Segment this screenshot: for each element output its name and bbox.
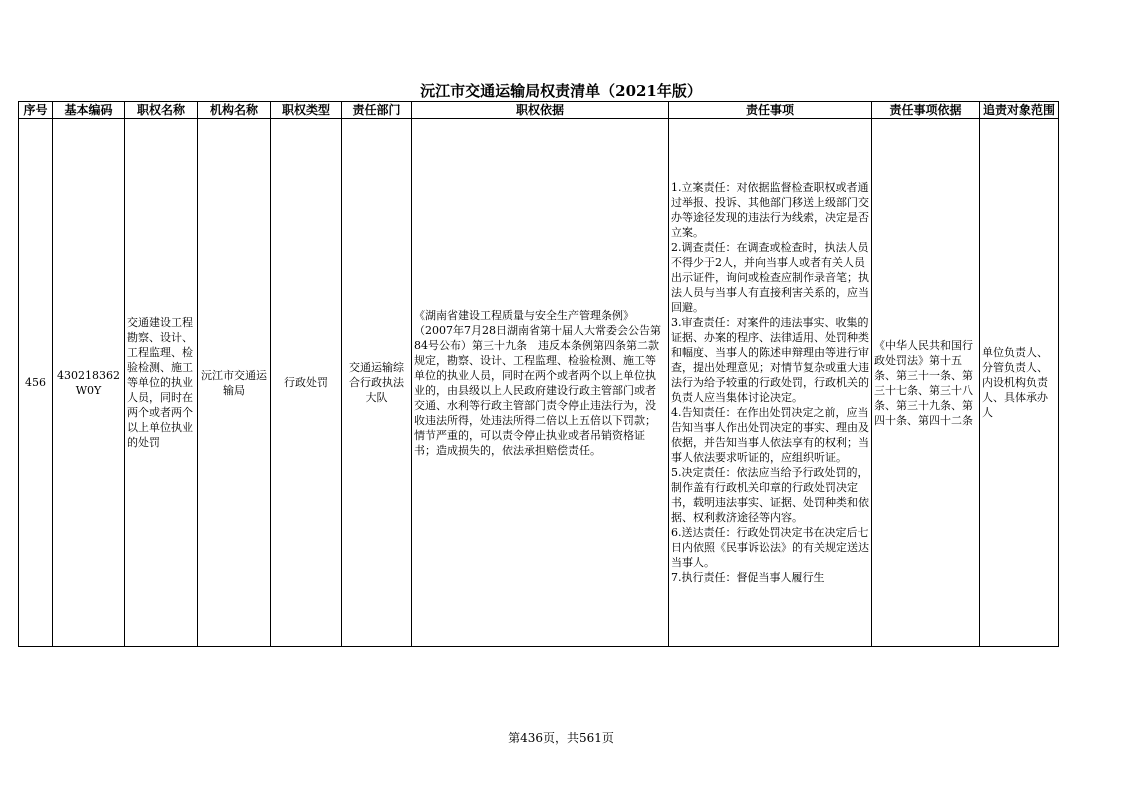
responsibility-item: 6.送达责任：行政处罚决定书在决定后七日内依照《民事诉讼法》的有关规定送达当事人。	[671, 526, 869, 569]
header-power-name: 职权名称	[125, 102, 198, 119]
responsibility-item: 5.决定责任：依法应当给予行政处罚的，制作盖有行政机关印章的行政处罚决定书，载明违法事实、证据、处罚种类和依据、权利救济途径等内容。	[671, 466, 869, 524]
header-agency: 机构名称	[198, 102, 271, 119]
header-department: 责任部门	[342, 102, 412, 119]
cell-resp-basis: 《中华人民共和国行政处罚法》第十五条、第三十一条、第三十七条、第三十八条、第三十九条、第四十条、第四十二条	[872, 119, 980, 647]
header-seq: 序号	[19, 102, 53, 119]
page-number: 第436页，共561页	[508, 731, 614, 745]
cell-accountability: 单位负责人、分管负责人、内设机构负责人、具体承办人	[980, 119, 1059, 647]
responsibility-item: 2.调查责任：在调查或检查时，执法人员不得少于2人，并向当事人或者有关人员出示证件，询问或检查应制作录音笔；执法人员与当事人有直接利害关系的，应当回避。	[671, 241, 869, 314]
cell-agency: 沅江市交通运输局	[198, 119, 271, 647]
responsibility-table	[18, 101, 1059, 647]
document-title: 沅江市交通运输局权责清单（2021年版）	[420, 82, 702, 100]
cell-basis: 《湖南省建设工程质量与安全生产管理条例》（2007年7月28日湖南省第十届人大常委会公告第84号公布）第三十九条 违反本条例第四条第二款规定，勘察、设计、工程监理、检验检测、施工等单位的执业人员，同时在两个或者两个以上单位执业的，由县级以上人民政府建设行政主管部门或者交通、水利等行政主管部门责令停止违法行为，没收违法所得，处违法所得二倍以上五倍以下罚款；情节严重的，可以责令停止执业或者吊销资格证书；造成损失的，依法承担赔偿责任。	[412, 119, 669, 647]
table-row	[19, 119, 1059, 647]
header-power-type: 职权类型	[271, 102, 342, 119]
responsibility-item: 1.立案责任：对依据监督检查职权或者通过举报、投诉、其他部门移送上级部门交办等途径发现的违法行为线索，决定是否立案。	[671, 181, 869, 239]
responsibility-item: 3.审查责任：对案件的违法事实、收集的证据、办案的程序、法律适用、处罚种类和幅度、当事人的陈述申辩理由等进行审查，提出处理意见；对情节复杂或重大违法行为给予较重的行政处罚，行政机关的负责人应当集体讨论决定。	[671, 316, 869, 404]
cell-responsibilities	[669, 119, 872, 647]
table-header-row	[19, 102, 1059, 119]
cell-power-type: 行政处罚	[271, 119, 342, 647]
cell-seq: 456	[19, 119, 53, 647]
header-code: 基本编码	[53, 102, 125, 119]
cell-department: 交通运输综合行政执法大队	[342, 119, 412, 647]
responsibility-item: 7.执行责任：督促当事人履行生	[671, 571, 825, 584]
header-responsibilities: 责任事项	[669, 102, 872, 119]
cell-code: 430218362W0Y	[53, 119, 125, 647]
header-resp-basis: 责任事项依据	[872, 102, 980, 119]
cell-power-name: 交通建设工程勘察、设计、工程监理、检验检测、施工等单位的执业人员，同时在两个或者两个以上单位执业的处罚	[125, 119, 198, 647]
responsibility-item: 4.告知责任：在作出处罚决定之前，应当告知当事人作出处罚决定的事实、理由及依据，并告知当事人依法享有的权利；当事人依法要求听证的，应组织听证。	[671, 406, 869, 464]
header-accountability: 追责对象范围	[980, 102, 1059, 119]
header-basis: 职权依据	[412, 102, 669, 119]
